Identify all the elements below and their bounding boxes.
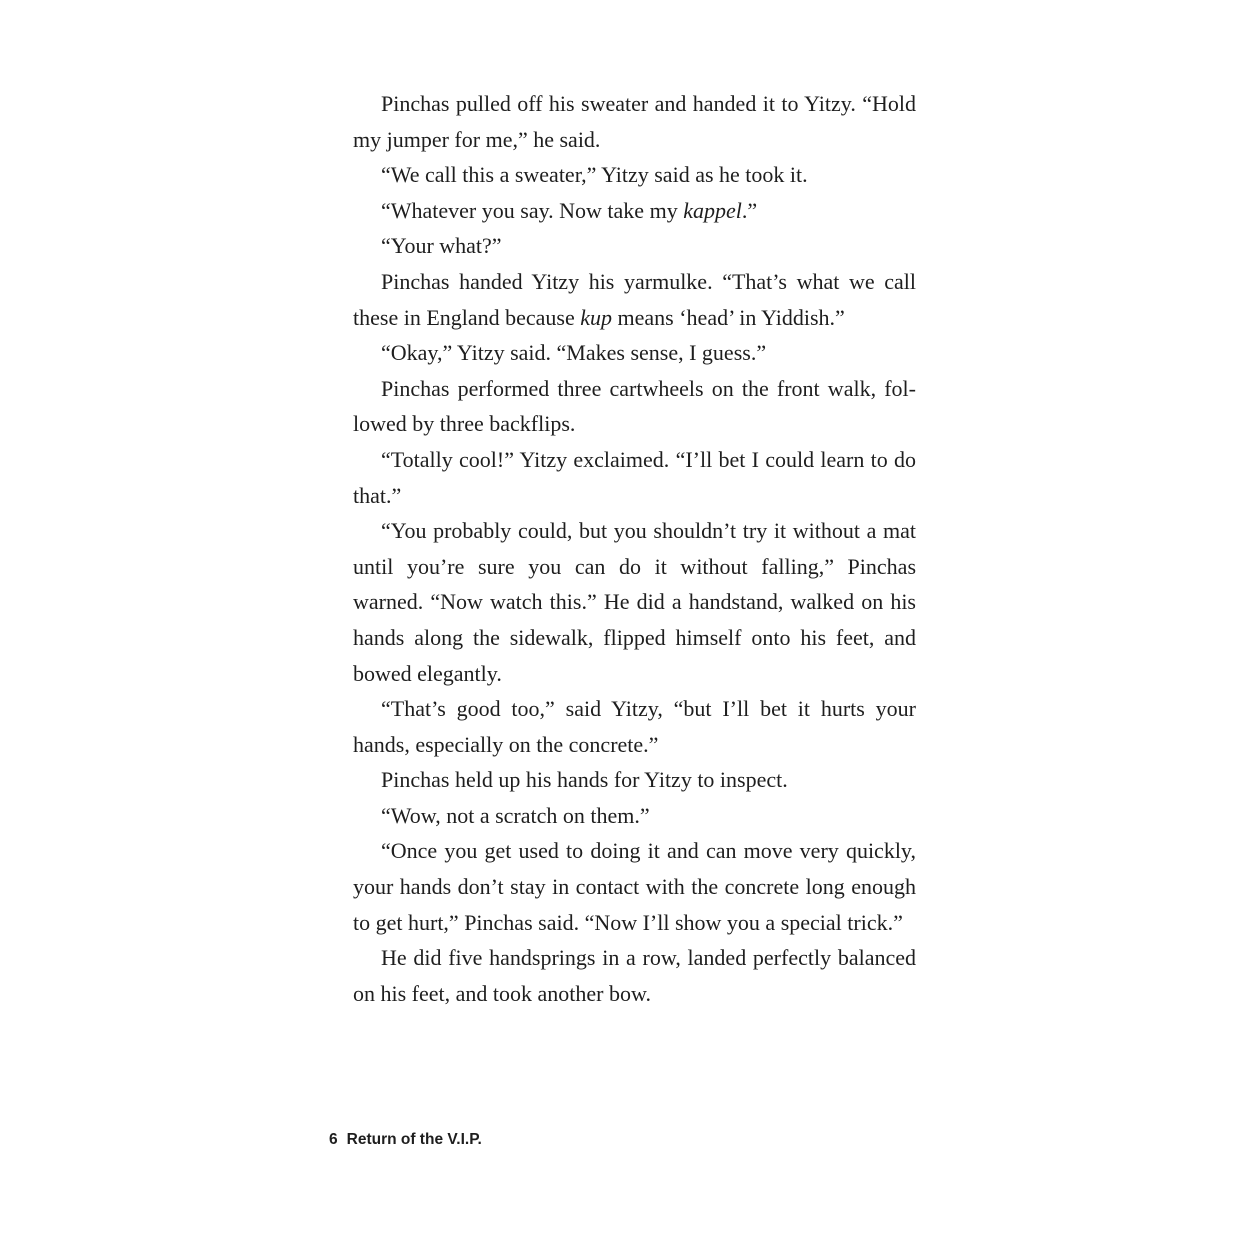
paragraph-text: “Totally cool!” Yitzy exclaimed. “I’ll bet I could learn to do that.” — [353, 446, 916, 508]
paragraph-text: “We call this a sweater,” Yitzy said as he took it. — [381, 162, 808, 188]
paragraph-text: “That’s good too,” said Yitzy, “but I’ll bet it hurts your hands, especially on the concrete.” — [353, 696, 916, 757]
paragraph-9 — [353, 513, 916, 691]
paragraph-text: Pinchas pulled off his sweater and handed it to Yitzy. “Hold my jumper for me,” he said. — [353, 91, 916, 152]
paragraph-italic-text: kup — [580, 304, 613, 330]
body-text — [353, 86, 916, 1011]
paragraph-text: “Whatever you say. Now take my — [381, 197, 684, 223]
paragraph-1 — [353, 86, 916, 157]
paragraph-text-after: means ‘head’ in Yiddish.” — [612, 304, 845, 330]
paragraph-4 — [353, 228, 916, 264]
paragraph-text: “Wow, not a scratch on them.” — [381, 802, 650, 828]
paragraph-italic-text: kappel — [683, 197, 742, 223]
paragraph-3 — [353, 193, 916, 229]
paragraph-2 — [353, 157, 916, 193]
paragraph-5 — [353, 264, 916, 335]
paragraph-text-after: .” — [741, 197, 758, 223]
paragraph-text: He did five handsprings in a row, landed perfectly balanced on his feet, and took another bow. — [353, 945, 916, 1006]
paragraph-text: Pinchas handed Yitzy his yarmulke. “That’s what we call these in England because — [353, 268, 916, 330]
paragraph-10 — [353, 691, 916, 762]
paragraph-14 — [353, 940, 916, 1011]
paragraph-text: “Your what?” — [381, 233, 502, 259]
paragraph-8 — [353, 442, 916, 513]
paragraph-11 — [353, 762, 916, 798]
page-number: 6 — [329, 1131, 338, 1148]
paragraph-text: “Okay,” Yitzy said. “Makes sense, I guess.” — [381, 340, 767, 366]
paragraph-text: “You probably could, but you shouldn’t try it without a mat until you’re sure you can do it without falling,” Pinchas warned. “Now watch this.” He did a handstand, walked on his hands along the sidewalk, flipped himself onto his feet, and bowed elegantly. — [353, 518, 916, 686]
paragraph-7 — [353, 371, 916, 442]
page-footer — [329, 1131, 482, 1149]
paragraph-text: Pinchas performed three cartwheels on the front walk, followed by three backflips. — [353, 375, 916, 437]
paragraph-text: “Once you get used to doing it and can move very quickly, your hands don’t stay in contact with the concrete long enough to get hurt,” Pinchas said. “Now I’ll show you a special trick.” — [353, 838, 916, 935]
running-title: Return of the V.I.P. — [346, 1131, 482, 1148]
paragraph-6 — [353, 335, 916, 371]
paragraph-text: Pinchas held up his hands for Yitzy to inspect. — [381, 767, 788, 793]
paragraph-13 — [353, 833, 916, 940]
paragraph-12 — [353, 798, 916, 834]
